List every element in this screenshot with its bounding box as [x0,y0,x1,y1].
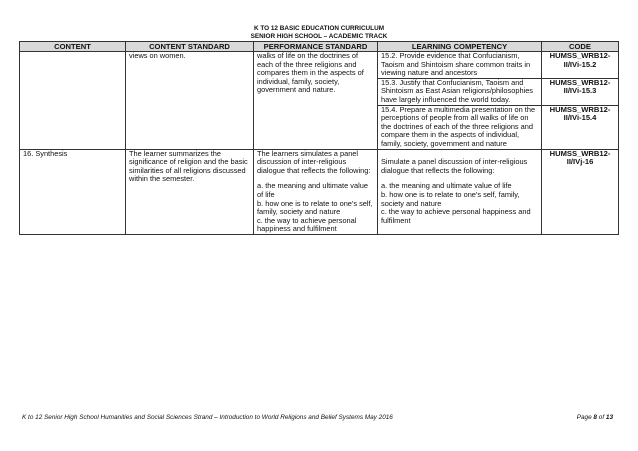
table-header-row [20,42,619,52]
performance-standard-cell: walks of life on the doctrines of each of the three religions and compares them in the aspects of individual, family, society, government and nature. [254,52,378,150]
competency-cell: 15.4. Prepare a multimedia presentation on the perceptions of people from all walks of life on the doctrines of each of the three religions and compare them in the aspects of individual, family, society, government and nature [378,105,542,149]
content-standard-cell: The learner summarizes the significance of religion and the basic similarities of all religions discussed within the semester. [126,149,254,234]
performance-item: a. the meaning and ultimate value of life [257,181,368,199]
content-standard-cell: views on women. [126,52,254,150]
table-row [20,149,619,234]
competency-item: c. the way to achieve personal happiness and fulfilment [381,207,531,225]
page-total: 13 [605,414,613,421]
code-cell: HUMSS_WRB12-II/IVi-15.2 [542,52,619,79]
code-cell: HUMSS_WRB12-II/IVj-16 [542,149,619,234]
document-title: K TO 12 BASIC EDUCATION CURRICULUM [253,25,385,32]
curriculum-table [19,41,619,235]
competency-cell [378,149,542,234]
performance-intro: The learners simulates a panel discussion of inter-religious dialogue that reflects the following: [257,148,371,175]
performance-item: b. how one is to relate to one's self, family, society and nature [257,198,373,217]
table-row [20,52,619,79]
content-cell [20,52,126,150]
performance-standard-cell [254,149,378,234]
footer-text: K to 12 Senior High School Humanities and Social Sciences Strand – Introduction to World Religions and Belief Systems May 2016 [22,414,393,421]
page-number [577,414,613,421]
column-header-code: CODE [542,42,619,52]
content-cell: 16. Synthesis [20,149,126,234]
column-header-content-standard: CONTENT STANDARD [126,42,254,52]
page-current: 8 [593,414,597,421]
competency-item: b. how one is to relate to one's self, family, society and nature [381,189,520,208]
code-cell: HUMSS_WRB12-II/IVi-15.3 [542,78,619,105]
page-label: Page [576,414,592,421]
competency-item: a. the meaning and ultimate value of life [381,181,512,191]
column-header-learning-competency: LEARNING COMPETENCY [378,42,542,52]
performance-item: c. the way to achieve personal happiness and fulfilment [257,215,357,234]
document-subtitle: SENIOR HIGH SCHOOL – ACADEMIC TRACK [250,33,388,40]
column-header-content: CONTENT [20,42,126,52]
competency-cell: 15.3. Justify that Confucianism, Taoism and Shintoism as East Asian religions/philosophies have largely influenced the world today. [378,78,542,105]
code-cell: HUMSS_WRB12-II/IVi-15.4 [542,105,619,149]
competency-intro: Simulate a panel discussion of inter-religious dialogue that reflects the following: [381,157,528,175]
page-of: of [598,414,605,421]
column-header-performance-standard: PERFORMANCE STANDARD [254,42,378,52]
competency-cell: 15.2. Provide evidence that Confucianism, Taoism and Shintoism share common traits in viewing nature and ancestors [378,52,542,79]
